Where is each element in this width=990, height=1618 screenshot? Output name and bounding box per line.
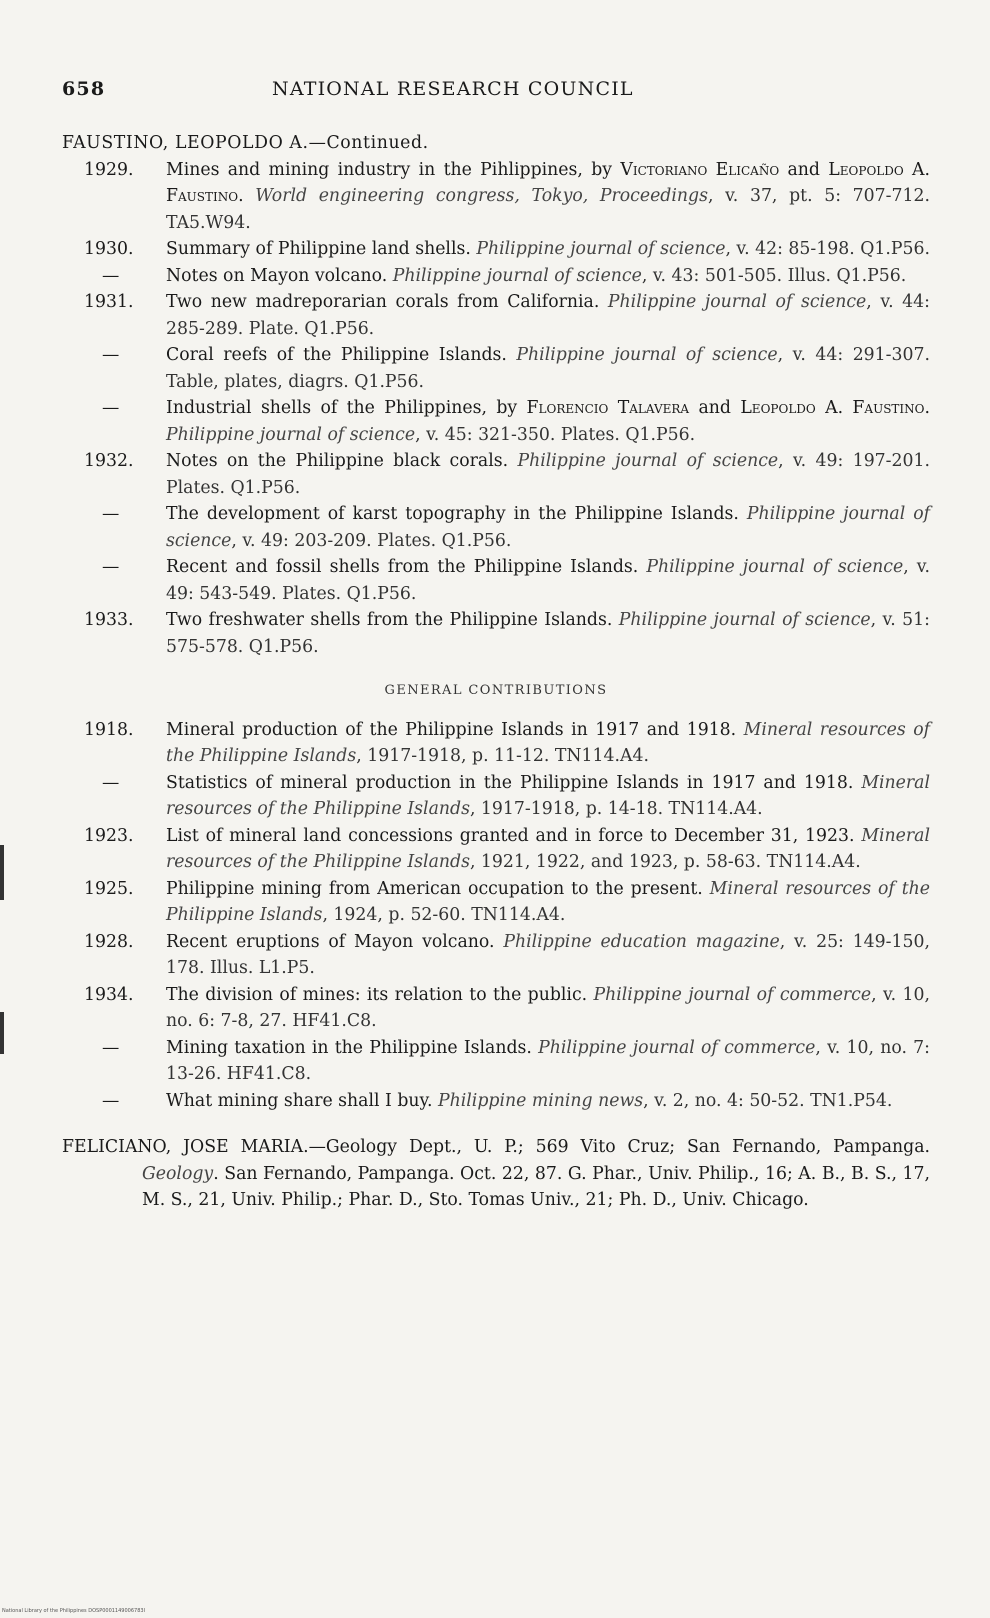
bibliography-entry — [62, 823, 930, 876]
entry-title: Summary of Philippine land shells. — [166, 239, 477, 259]
scan-footer: National Library of the Philippines DOSP0001149006783I — [2, 1608, 146, 1614]
coauthor-name: Leopoldo A. Faustino — [166, 159, 930, 206]
ditto-dash: — — [102, 1037, 120, 1058]
author-field: Geology — [142, 1163, 214, 1184]
bibliography-entry — [62, 717, 930, 770]
section-title: GENERAL CONTRIBUTIONS — [384, 683, 608, 698]
bibliography-entry — [62, 770, 930, 823]
bibliography-entry — [62, 554, 930, 607]
citation-ref: , 1917-1918, p. 14-18. TN114.A4. — [469, 799, 763, 819]
journal-name: Philippine journal of science — [646, 557, 904, 577]
entry-year: 1933. — [84, 610, 134, 630]
author-details: . San Fernando, Pampanga. Oct. 22, 87. G. Phar., Univ. Philip., 16; A. B., B. S., 17, M. S., 21, Univ. Philip.; Phar. D., Sto. Tomas Univ., 21; Ph. D., Univ. Chicago. — [142, 1163, 930, 1210]
entry-title: Two new madreporarian corals from California. — [166, 292, 608, 312]
bibliography-list — [62, 157, 930, 661]
entry-year: 1930. — [84, 239, 134, 259]
journal-name: World engineering congress, Tokyo, Proceedings — [255, 186, 708, 206]
bibliography-list-general — [62, 717, 930, 1115]
coauthor-name: Victoriano Elicaño — [620, 159, 780, 180]
bibliography-entry — [62, 929, 930, 982]
entry-year: 1923. — [84, 825, 134, 846]
entry-title: The development of karst topography in the Philippine Islands. — [166, 504, 747, 524]
entry-year: 1925. — [84, 878, 134, 899]
bibliography-entry — [62, 157, 930, 237]
entry-year: 1929. — [84, 159, 134, 180]
entry-title: Mines and mining industry in the Pihlippines, by — [166, 159, 621, 180]
citation-ref: , 1921, 1922, and 1923, p. 58-63. TN114.A4. — [469, 852, 861, 872]
entry-title: Mineral production of the Philippine Islands in 1917 and 1918. — [166, 719, 744, 740]
entry-title: What mining share shall I buy. — [166, 1090, 438, 1111]
journal-name: Philippine journal of science — [476, 239, 726, 259]
entry-conjunction: and — [779, 159, 829, 180]
citation-ref: , v. 49: 203-209. Plates. Q1.P56. — [231, 530, 512, 551]
journal-name: Philippine journal of science — [516, 345, 778, 365]
entry-title: The division of mines: its relation to the public. — [166, 984, 594, 1005]
journal-name: Philippine journal of science — [607, 292, 867, 312]
bibliography-entry — [62, 236, 930, 263]
coauthor-name: Florencio Talavera — [526, 398, 690, 418]
citation-ref: , v. 45: 321-350. Plates. Q1.P56. — [415, 424, 696, 445]
journal-name: Philippine journal of science — [166, 424, 416, 445]
entry-year: 1918. — [84, 719, 134, 740]
citation-ref: , v. 10, no. 6: 7-8, 27. HF41.C8. — [166, 984, 930, 1031]
citation-ref: , v. 44: 291-307. Table, plates, diagrs. Q1.P56. — [166, 345, 930, 392]
citation-ref: , v. 2, no. 4: 50-52. TN1.P54. — [643, 1090, 893, 1111]
ditto-dash: — — [102, 1090, 120, 1111]
entry-title: Recent and fossil shells from the Philippine Islands. — [166, 557, 647, 577]
author-name: FELICIANO, JOSE MARIA. — [62, 1137, 309, 1157]
entry-year: 1934. — [84, 984, 134, 1005]
citation-ref: , v. 44: 285-289. Plate. Q1.P56. — [166, 292, 930, 339]
journal-name: Philippine journal of science — [392, 265, 642, 286]
bibliography-entry — [62, 607, 930, 660]
entry-title: List of mineral land concessions granted and in force to December 31, 1923. — [166, 825, 862, 846]
entry-title: Philippine mining from American occupation to the present. — [166, 878, 710, 899]
bibliography-entry — [62, 501, 930, 554]
citation-ref: , 1924, p. 52-60. TN114.A4. — [322, 905, 566, 925]
ditto-dash: — — [102, 772, 120, 793]
page-number: 658 — [62, 78, 106, 100]
entry-title: Mining taxation in the Philippine Islands. — [166, 1037, 539, 1058]
journal-name: Philippine mining news — [438, 1090, 644, 1111]
page-content — [62, 130, 930, 1214]
ditto-dash: — — [102, 504, 120, 524]
bibliography-entry — [62, 342, 930, 395]
citation-ref: , v. 37, pt. 5: 707-712. TA5.W94. — [166, 186, 930, 233]
journal-name: Philippine journal of commerce — [538, 1037, 816, 1058]
journal-name: Mineral resources of the Philippine Islands — [166, 825, 930, 872]
citation-ref: , v. 43: 501-505. Illus. Q1.P56. — [641, 265, 907, 286]
citation-ref: , v. 10, no. 7: 13-26. HF41.C8. — [166, 1037, 930, 1084]
journal-name: Philippine journal of commerce — [593, 984, 872, 1005]
journal-name: Mineral resources of the Philippine Islands — [166, 878, 930, 925]
entry-year: 1928. — [84, 931, 134, 952]
ditto-dash: — — [102, 265, 120, 286]
citation-ref: , v. 49: 543-549. Plates. Q1.P56. — [166, 557, 931, 604]
journal-name: Philippine journal of science — [166, 504, 931, 551]
ditto-dash: — — [102, 398, 120, 418]
entry-title: Two freshwater shells from the Philippine Islands. — [166, 610, 619, 630]
scan-edge-mark — [0, 845, 4, 900]
entry-conjunction: and — [689, 398, 741, 418]
journal-name: Philippine journal of science — [618, 610, 871, 630]
bibliography-entry — [62, 1088, 930, 1115]
citation-ref: , v. 42: 85-198. Q1.P56. — [725, 239, 930, 259]
bibliography-entry — [62, 395, 930, 448]
entry-year: 1932. — [84, 451, 134, 471]
entry-title: Statistics of mineral production in the Philippine Islands in 1917 and 1918. — [166, 772, 862, 793]
bibliography-entry — [62, 1035, 930, 1088]
coauthor-name: Leopoldo A. Faustino — [740, 398, 925, 418]
bibliography-entry — [62, 982, 930, 1035]
bibliography-entry — [62, 448, 930, 501]
citation-ref: , v. 49: 197-201. Plates. Q1.P56. — [166, 451, 930, 498]
entry-title: Notes on Mayon volcano. — [166, 265, 393, 286]
bibliography-entry — [62, 876, 930, 929]
journal-name: Mineral resources of the Philippine Islands — [166, 719, 930, 766]
entry-title: Recent eruptions of Mayon volcano. — [166, 931, 504, 952]
citation-ref: , v. 25: 149-150, 178. Illus. L1.P5. — [166, 931, 930, 978]
scan-edge-mark — [0, 1012, 4, 1054]
author-heading: FAUSTINO, LEOPOLDO A.—Continued. — [62, 133, 429, 153]
citation-ref: , 1917-1918, p. 11-12. TN114.A4. — [356, 746, 649, 766]
entry-title: Industrial shells of the Philippines, by — [166, 398, 527, 418]
running-title: NATIONAL RESEARCH COUNCIL — [272, 78, 634, 100]
journal-name: Mineral resources of the Philippine Islands — [166, 772, 930, 819]
ditto-dash: — — [102, 345, 120, 365]
citation-ref: , v. 51: 575-578. Q1.P56. — [166, 610, 930, 657]
ditto-dash: — — [102, 557, 120, 577]
entry-separator: . — [924, 398, 931, 418]
entry-separator: . — [238, 186, 256, 206]
journal-name: Philippine education magazine — [503, 931, 780, 952]
journal-name: Philippine journal of science — [517, 451, 779, 471]
entry-title: Notes on the Philippine black corals. — [166, 451, 518, 471]
author-address: —Geology Dept., U. P.; 569 Vito Cruz; San Fernando, Pampanga. — [308, 1137, 930, 1157]
entry-title: Coral reefs of the Philippine Islands. — [166, 345, 517, 365]
bibliography-entry — [62, 263, 930, 290]
entry-year: 1931. — [84, 292, 134, 312]
author-entry-feliciano — [62, 1134, 930, 1214]
bibliography-entry — [62, 289, 930, 342]
